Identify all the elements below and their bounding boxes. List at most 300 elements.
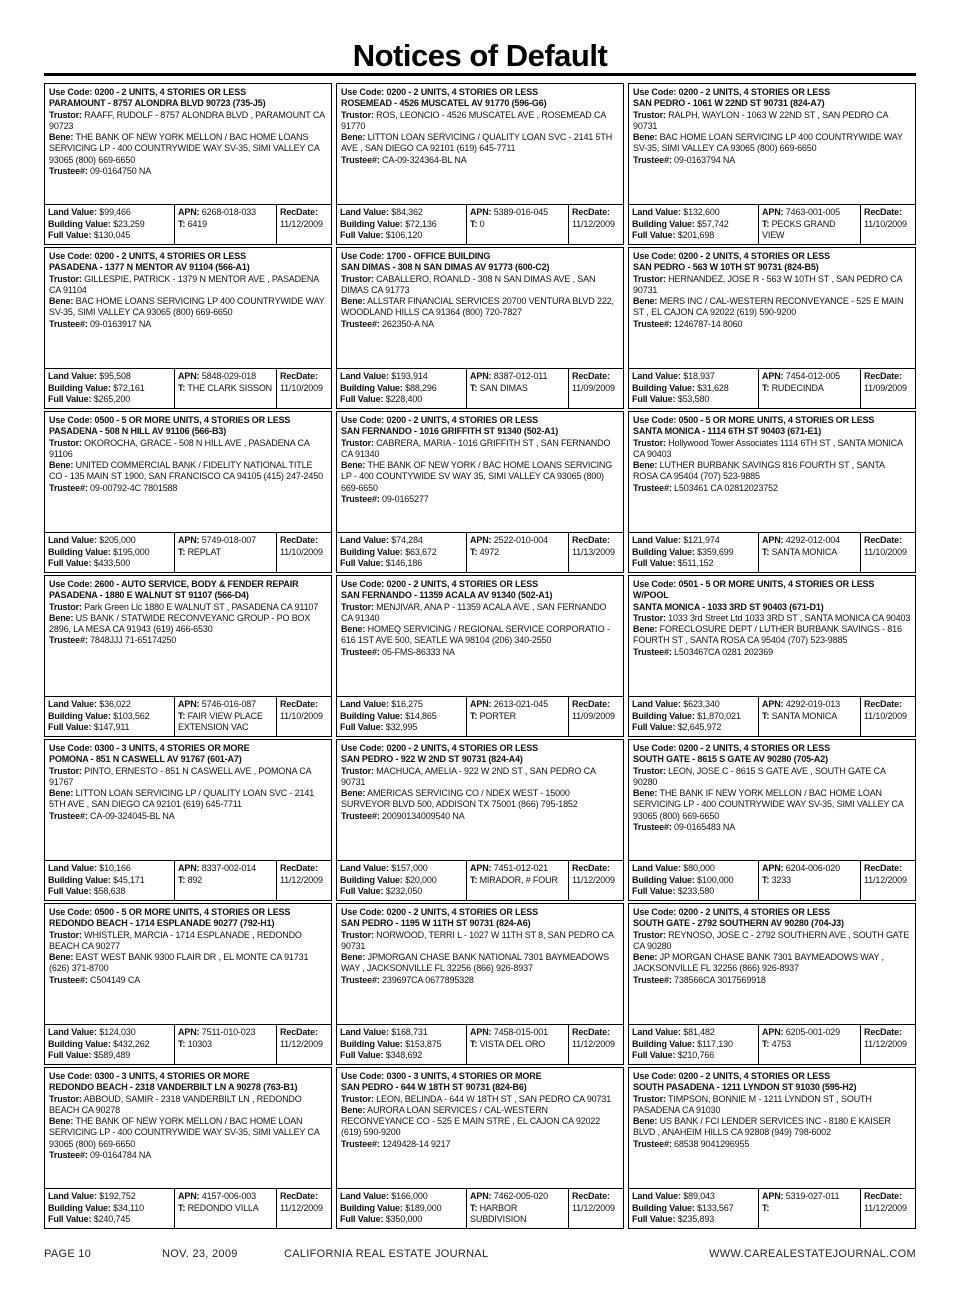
bene-value: ALLSTAR FINANCIAL SERVICES 20700 VENTURA BLVD 222, WOODLAND HILLS CA 91364 (800) 720-7827 <box>341 296 614 318</box>
building-value: $88,296 <box>405 382 437 393</box>
building-value-label-line <box>632 875 755 887</box>
apn-value: 7463-001-005 <box>785 207 841 217</box>
property-address: PASADENA - 508 N HILL AV 91106 (566-B3) <box>49 426 227 437</box>
bene-value: UNITED COMMERCIAL BANK / FIDELITY NATIONAL TITLE CO - 135 MAIN ST 1900, SAN FRANCISCO CA 94105 (415) 247-2450 <box>49 460 323 482</box>
trustee-line <box>633 155 911 166</box>
recdate-value: 11/12/2009 <box>280 218 323 229</box>
tract-label-line <box>762 1203 857 1215</box>
trustor-label: Trustor: <box>633 109 666 120</box>
use-code-label: Use Code: <box>633 743 677 753</box>
trustee-value: CA-09-324364-BL NA <box>382 154 467 165</box>
building-value-label: Building Value: <box>48 1038 111 1049</box>
trustor-value: CABRERA, MARIA - 1016 GRIFFITH ST , SAN FERNANDO CA 91340 <box>341 437 611 459</box>
apn-cell <box>175 1025 277 1064</box>
use-code-label: Use Code: <box>49 251 93 261</box>
building-value-label: Building Value: <box>340 1038 403 1049</box>
bene-label: Bene: <box>633 788 658 799</box>
full-value-label: Full Value: <box>340 722 384 732</box>
apn-cell <box>467 205 569 244</box>
use-code-line <box>633 415 911 426</box>
apn-cell <box>759 533 861 572</box>
recdate-value: 11/10/2009 <box>864 218 907 229</box>
trustor-line <box>633 274 911 297</box>
trustee-value: C504149 CA <box>90 974 141 985</box>
apn-cell <box>759 369 861 408</box>
apn-value: 6205-001-029 <box>785 1027 841 1037</box>
trustor-line <box>633 766 911 789</box>
full-value-label-line <box>632 1214 755 1226</box>
bene-label: Bene: <box>341 460 366 471</box>
notice-text <box>628 83 916 205</box>
trustee-line <box>341 811 619 822</box>
full-value: $511,152 <box>677 558 714 568</box>
recdate-value: 11/12/2009 <box>572 218 615 229</box>
bene-line <box>341 1105 619 1139</box>
full-value-label: Full Value: <box>340 1214 384 1224</box>
trustor-value: CABALLERO, ROANLD - 308 N SAN DIMAS AVE , SAN DIMAS CA 91773 <box>341 273 596 295</box>
trustee-label: Trustee#: <box>633 974 672 985</box>
recdate-label: RecDate: <box>864 1027 902 1037</box>
building-value-label-line <box>48 711 171 723</box>
land-value: $80,000 <box>683 863 715 873</box>
building-value-label: Building Value: <box>632 1202 695 1213</box>
trustor-line <box>49 930 327 953</box>
building-value: $100,000 <box>697 874 734 885</box>
recdate-value: 11/12/2009 <box>864 1038 907 1049</box>
building-value-label: Building Value: <box>632 710 695 721</box>
tract-label: T: <box>178 218 186 229</box>
property-address: SANTA MONICA - 1033 3RD ST 90403 (671-D1) <box>633 601 824 612</box>
use-code-line <box>341 1071 619 1082</box>
apn-label: APN: <box>470 1191 492 1201</box>
bene-label: Bene: <box>49 1116 74 1127</box>
use-code-value: 0200 - 2 UNITS, 4 STORIES OR LESS <box>678 87 830 97</box>
trustor-value: RALPH, WAYLON - 1063 W 22ND ST , SAN PEDRO CA 90731 <box>633 109 888 131</box>
bene-line <box>341 788 619 811</box>
tract-value: 6419 <box>187 218 207 229</box>
apn-label: APN: <box>178 1027 200 1037</box>
land-value-label-line <box>632 371 755 383</box>
full-value-label: Full Value: <box>48 722 92 732</box>
building-value: $189,000 <box>405 1202 442 1213</box>
building-value-label: Building Value: <box>632 218 695 229</box>
values-cell <box>45 1189 175 1228</box>
recdate-cell <box>277 1025 331 1064</box>
use-code-value: 0200 - 2 UNITS, 4 STORIES OR LESS <box>386 87 538 97</box>
bene-value: LITTON LOAN SERVICING LP / QUALITY LOAN SVC - 2141 5TH AVE , SAN DIEGO CA 92101 (619) 645-7711 <box>49 788 315 810</box>
land-value-label: Land Value: <box>632 371 681 381</box>
apn-label-line <box>762 1191 857 1203</box>
bene-line <box>49 952 327 975</box>
recdate-cell <box>569 1025 623 1064</box>
use-code-label: Use Code: <box>341 415 385 425</box>
notice-entry <box>336 83 624 247</box>
trustor-label: Trustor: <box>341 437 374 448</box>
land-value: $623,340 <box>683 699 720 709</box>
trustee-value: CA-09-324045-BL NA <box>90 810 175 821</box>
use-code-value: 0500 - 5 OR MORE UNITS, 4 STORIES OR LESS <box>94 907 291 917</box>
tract-label: T: <box>762 218 770 229</box>
apn-value: 8337-002-014 <box>201 863 257 873</box>
tract-label-line <box>178 547 273 559</box>
notice-text <box>44 1067 332 1189</box>
property-address: SOUTH GATE - 2792 SOUTHERN AV 90280 (704-J3) <box>633 918 844 929</box>
recdate-label: RecDate: <box>280 1191 318 1201</box>
trustee-label: Trustee#: <box>341 318 380 329</box>
use-code-label: Use Code: <box>633 1071 677 1081</box>
notice-entry <box>628 247 916 411</box>
trustor-line <box>49 602 327 613</box>
full-value-label: Full Value: <box>632 1050 676 1060</box>
recdate-value: 11/09/2009 <box>572 710 615 721</box>
tract-label: T: <box>762 1038 770 1049</box>
full-value-label-line <box>632 886 755 898</box>
tract-label-line <box>470 1203 565 1226</box>
full-value-label-line <box>48 394 171 406</box>
recdate-cell <box>569 697 623 736</box>
use-code-value: 0300 - 3 UNITS, 4 STORIES OR MORE <box>94 1071 250 1081</box>
recdate-value: 11/10/2009 <box>280 710 323 721</box>
apn-label: APN: <box>762 863 784 873</box>
notice-entry <box>336 411 624 575</box>
tract-label: T: <box>178 710 186 721</box>
full-value-label-line <box>340 886 463 898</box>
trustee-label: Trustee#: <box>341 646 380 657</box>
trustee-line <box>341 494 619 505</box>
full-value-label-line <box>632 1050 755 1062</box>
full-value-label-line <box>632 558 755 570</box>
trustee-line <box>49 319 327 330</box>
bene-value: JPMORGAN CHASE BANK NATIONAL 7301 BAYMEADOWS WAY , JACKSONVILLE FL 32256 (866) 926-8937 <box>341 952 609 974</box>
full-value-label: Full Value: <box>48 230 92 240</box>
bene-value: EAST WEST BANK 9300 FLAIR DR , EL MONTE CA 91731 (626) 371-8700 <box>49 952 309 974</box>
apn-label-line <box>470 1191 565 1203</box>
tract-label: T: <box>470 1202 478 1213</box>
notice-entry <box>628 1067 916 1231</box>
trustor-label: Trustor: <box>341 929 374 940</box>
recdate-label: RecDate: <box>864 371 902 381</box>
apn-value: 2613-021-045 <box>493 699 549 709</box>
building-value-label-line <box>48 219 171 231</box>
use-code-value: 0200 - 2 UNITS, 4 STORIES OR LESS <box>386 579 538 589</box>
use-code-line <box>49 1071 327 1082</box>
land-value-label: Land Value: <box>632 699 681 709</box>
full-value-label-line <box>48 886 171 898</box>
property-address: ROSEMEAD - 4526 MUSCATEL AV 91770 (596-G6) <box>341 98 547 109</box>
trustor-value: ABBOUD, SAMIR - 2318 VANDERBILT LN , REDONDO BEACH CA 90278 <box>49 1093 302 1115</box>
full-value: $433,500 <box>93 558 131 568</box>
valuation-row <box>336 861 624 901</box>
valuation-row <box>628 1189 916 1229</box>
land-value-label: Land Value: <box>632 863 681 873</box>
full-value-label: Full Value: <box>632 558 676 568</box>
full-value: $58,638 <box>93 886 126 896</box>
notice-entry <box>628 575 916 739</box>
notice-text <box>336 1067 624 1189</box>
use-code-value: 0200 - 2 UNITS, 4 STORIES OR LESS <box>678 743 830 753</box>
land-value-label-line <box>48 699 171 711</box>
apn-label: APN: <box>762 1191 784 1201</box>
trustor-line <box>633 930 911 953</box>
trustor-value: WHISTLER, MARCIA - 1714 ESPLANADE , REDONDO BEACH CA 90277 <box>49 929 302 951</box>
notice-text <box>44 247 332 369</box>
trustor-label: Trustor: <box>341 109 374 120</box>
use-code-line <box>633 907 911 918</box>
apn-value: 5749-018-007 <box>201 535 257 545</box>
bene-line <box>633 1116 911 1139</box>
bene-value: FORECLOSURE DEPT / LUTHER BURBANK SAVINGS - 816 FOURTH ST , SANTA ROSA CA 95404 (707) 523-9885 <box>633 624 902 646</box>
use-code-line <box>341 579 619 590</box>
full-value: $228,400 <box>385 394 423 404</box>
notice-entry <box>628 903 916 1067</box>
trustee-label: Trustee#: <box>633 646 672 657</box>
apn-cell <box>467 697 569 736</box>
recdate-value: 11/12/2009 <box>572 1202 615 1213</box>
bene-line <box>341 624 619 647</box>
trustee-value: 1249428-14 9217 <box>382 1138 451 1149</box>
trustor-line <box>49 1094 327 1117</box>
trustee-line <box>341 1139 619 1150</box>
trustee-label: Trustee#: <box>341 810 380 821</box>
values-cell <box>337 1025 467 1064</box>
bene-label: Bene: <box>341 624 366 635</box>
apn-value: 8387-012-011 <box>493 371 548 381</box>
use-code-line <box>341 743 619 754</box>
trustor-value: LEON, BELINDA - 644 W 18TH ST , SAN PEDRO CA 90731 <box>376 1093 612 1104</box>
land-value-label-line <box>340 1191 463 1203</box>
trustor-line <box>341 602 619 625</box>
full-value-label: Full Value: <box>632 394 676 404</box>
bene-label: Bene: <box>341 1104 366 1115</box>
valuation-row <box>44 1189 332 1229</box>
building-value-label-line <box>632 1203 755 1215</box>
trustee-line <box>341 647 619 658</box>
trustee-line <box>633 1139 911 1150</box>
footer-date: NOV. 23, 2009 <box>162 1248 238 1260</box>
recdate-label: RecDate: <box>864 535 902 545</box>
full-value-label: Full Value: <box>340 886 384 896</box>
notice-entry <box>44 575 332 739</box>
building-value-label-line <box>632 383 755 395</box>
property-address: SAN PEDRO - 922 W 2ND ST 90731 (824-A4) <box>341 754 523 765</box>
recdate-value: 11/12/2009 <box>280 874 323 885</box>
tract-label-line <box>178 383 273 395</box>
full-value-label: Full Value: <box>48 1050 92 1060</box>
valuation-row <box>44 205 332 245</box>
land-value-label-line <box>340 699 463 711</box>
bene-line <box>49 1116 327 1150</box>
trustee-label: Trustee#: <box>633 822 672 833</box>
apn-label: APN: <box>470 699 492 709</box>
trustee-value: L503467CA 0281 202369 <box>674 646 773 657</box>
land-value: $16,275 <box>391 699 423 709</box>
apn-cell <box>175 861 277 900</box>
apn-label-line <box>762 371 857 383</box>
footer-page-number: PAGE 10 <box>44 1248 92 1260</box>
apn-label-line <box>178 1191 273 1203</box>
land-value-label-line <box>632 1191 755 1203</box>
tract-label-line <box>470 383 565 395</box>
land-value-label-line <box>340 1027 463 1039</box>
apn-cell <box>759 697 861 736</box>
trustor-value: MACHUCA, AMELIA - 922 W 2ND ST , SAN PEDRO CA 90731 <box>341 765 596 787</box>
property-address: PASADENA - 1880 E WALNUT ST 91107 (566-D4) <box>49 590 249 601</box>
building-value-label: Building Value: <box>340 546 403 557</box>
land-value-label: Land Value: <box>48 1191 97 1201</box>
trustee-value: 09-0165483 NA <box>674 822 736 833</box>
land-value: $95,508 <box>99 371 131 381</box>
land-value: $99,466 <box>99 207 131 217</box>
apn-label-line <box>470 863 565 875</box>
land-value-label: Land Value: <box>340 371 389 381</box>
use-code-label: Use Code: <box>633 907 677 917</box>
recdate-cell <box>861 697 915 736</box>
recdate-label: RecDate: <box>280 371 318 381</box>
trustor-line <box>633 110 911 133</box>
valuation-row <box>628 861 916 901</box>
trustor-line <box>341 438 619 461</box>
full-value-label-line <box>340 1214 463 1226</box>
full-value: $146,186 <box>385 558 423 568</box>
full-value-label-line <box>340 558 463 570</box>
trustor-line <box>341 1094 619 1105</box>
apn-label: APN: <box>762 699 784 709</box>
bene-line <box>49 132 327 166</box>
recdate-value: 11/10/2009 <box>864 546 907 557</box>
notice-text <box>44 83 332 205</box>
recdate-label: RecDate: <box>864 863 902 873</box>
valuation-row <box>336 1189 624 1229</box>
tract-value: SANTA MONICA <box>771 546 838 557</box>
full-value: $265,200 <box>93 394 131 404</box>
building-value-label-line <box>632 219 755 231</box>
building-value-label-line <box>48 1203 171 1215</box>
land-value: $18,937 <box>683 371 715 381</box>
apn-label: APN: <box>470 207 492 217</box>
recdate-value: 11/12/2009 <box>572 1038 615 1049</box>
trustor-label: Trustor: <box>633 1093 666 1104</box>
tract-label: T: <box>762 1202 770 1213</box>
trustor-value: NORWOOD, TERRI L - 1027 W 11TH ST 8, SAN PEDRO CA 90731 <box>341 929 614 951</box>
use-code-label: Use Code: <box>633 251 677 261</box>
apn-label-line <box>178 1027 273 1039</box>
bene-line <box>341 460 619 494</box>
recdate-value: 11/13/2009 <box>572 546 615 557</box>
trustor-label: Trustor: <box>633 765 666 776</box>
values-cell <box>629 369 759 408</box>
apn-label-line <box>178 863 273 875</box>
apn-label-line <box>470 371 565 383</box>
recdate-cell <box>277 533 331 572</box>
building-value: $72,136 <box>405 218 437 229</box>
notice-text <box>44 575 332 697</box>
valuation-row <box>628 205 916 245</box>
apn-label: APN: <box>178 699 200 709</box>
full-value: $232,050 <box>385 886 423 896</box>
building-value: $432,262 <box>113 1038 150 1049</box>
bene-label: Bene: <box>49 132 74 143</box>
trustor-label: Trustor: <box>49 437 82 448</box>
bene-line <box>633 788 911 822</box>
building-value: $133,567 <box>697 1202 734 1213</box>
trustor-line <box>341 766 619 789</box>
notice-text <box>628 903 916 1025</box>
trustor-label: Trustor: <box>49 273 82 284</box>
values-cell <box>45 697 175 736</box>
land-value-label: Land Value: <box>48 371 97 381</box>
land-value-label-line <box>632 535 755 547</box>
trustee-line <box>49 166 327 177</box>
property-address: SAN FERNANDO - 11359 ACALA AV 91340 (502-A1) <box>341 590 553 601</box>
bene-label: Bene: <box>341 132 366 143</box>
building-value: $359,699 <box>697 546 734 557</box>
tract-value: VISTA DEL ORO <box>479 1038 546 1049</box>
recdate-cell <box>277 369 331 408</box>
values-cell <box>629 697 759 736</box>
tract-label: T: <box>762 874 770 885</box>
trustor-label: Trustor: <box>341 765 374 776</box>
bene-value: US BANK / FCI LENDER SERVICES INC - 8180 E KAISER BLVD , ANAHEIM HILLS CA 92808 (949) 798-6002 <box>633 1116 891 1138</box>
apn-value: 7451-012-021 <box>493 863 549 873</box>
trustee-line <box>49 1150 327 1161</box>
footer-publication: CALIFORNIA REAL ESTATE JOURNAL <box>284 1248 489 1260</box>
building-value-label-line <box>340 219 463 231</box>
apn-label: APN: <box>762 371 784 381</box>
recdate-cell <box>861 861 915 900</box>
land-value: $157,000 <box>391 863 428 873</box>
bene-value: THE BANK OF NEW YORK / BAC HOME LOANS SERVICING LP - 400 COUNTYWIDE SV WAY 35, SIMI VALLEY CA 93065 (800) 669-6650 <box>341 460 613 493</box>
bene-label: Bene: <box>633 460 658 471</box>
tract-label: T: <box>470 874 478 885</box>
trustee-label: Trustee#: <box>633 318 672 329</box>
trustor-line <box>633 438 911 461</box>
valuation-row <box>628 369 916 409</box>
full-value-label-line <box>340 394 463 406</box>
use-code-label: Use Code: <box>341 251 385 261</box>
tract-value: 4972 <box>479 546 499 557</box>
trustee-label: Trustee#: <box>341 154 380 165</box>
notice-entry <box>44 83 332 247</box>
notice-entry <box>336 903 624 1067</box>
use-code-line <box>49 743 327 754</box>
trustor-value: HERNANDEZ, JOSE R - 563 W 10TH ST , SAN PEDRO CA 90731 <box>633 273 902 295</box>
building-value: $103,562 <box>113 710 150 721</box>
notice-text <box>336 575 624 697</box>
use-code-value: 0200 - 2 UNITS, 4 STORIES OR LESS <box>678 251 830 261</box>
use-code-value: 0200 - 2 UNITS, 4 STORIES OR LESS <box>94 251 246 261</box>
trustee-line <box>341 319 619 330</box>
trustor-value: ROS, LEONCIO - 4526 MUSCATEL AVE , ROSEMEAD CA 91770 <box>341 109 606 131</box>
recdate-value: 11/12/2009 <box>280 1202 323 1213</box>
apn-label-line <box>762 863 857 875</box>
trustee-label: Trustee#: <box>633 1138 672 1149</box>
values-cell <box>45 861 175 900</box>
building-value-label: Building Value: <box>340 710 403 721</box>
apn-value: 2522-010-004 <box>493 535 549 545</box>
land-value: $121,974 <box>683 535 720 545</box>
bene-value: LUTHER BURBANK SAVINGS 816 FOURTH ST , SANTA ROSA CA 95404 (707) 523-9885 <box>633 460 885 482</box>
recdate-cell <box>277 205 331 244</box>
use-code-label: Use Code: <box>341 1071 385 1081</box>
trustor-value: 1033 3rd Street Ltd 1033 3RD ST , SANTA MONICA CA 90403 <box>668 612 911 623</box>
apn-cell <box>175 697 277 736</box>
apn-value: 6268-018-033 <box>201 207 257 217</box>
land-value: $81,482 <box>683 1027 715 1037</box>
values-cell <box>629 1025 759 1064</box>
bene-line <box>633 296 911 319</box>
values-cell <box>45 205 175 244</box>
use-code-label: Use Code: <box>341 907 385 917</box>
